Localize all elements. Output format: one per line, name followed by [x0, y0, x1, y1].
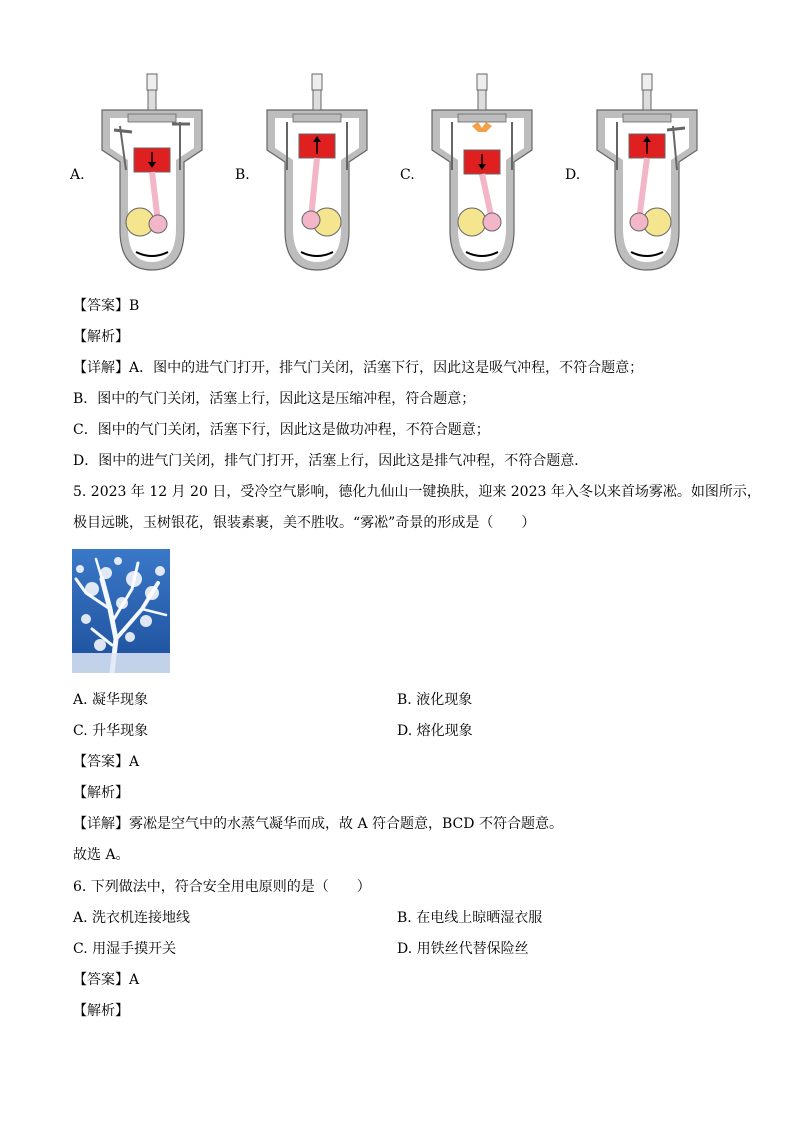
- engine-option-b[interactable]: [235, 70, 400, 280]
- q5-option-d[interactable]: D. 熔化现象: [397, 723, 473, 739]
- q6-stem: 6. 下列做法中，符合安全用电原则的是（ ）: [73, 879, 371, 895]
- engine-diagram-row: [70, 70, 730, 280]
- q6-analysis-heading: 【解析】: [73, 1003, 129, 1019]
- q6-option-a[interactable]: A. 洗衣机连接地线: [73, 910, 191, 926]
- q5-stem-line2: 极目远眺，玉树银花，银装素裹，美不胜收。“雾凇”奇景的形成是（ ）: [73, 515, 536, 531]
- engine-b-illustration: [257, 70, 377, 278]
- engine-option-d[interactable]: [565, 70, 730, 280]
- q5-stem-line1: 5. 2023 年 12 月 20 日，受冷空气影响，德化九仙山一键换肤，迎来 2023 年入冬以来首场雾凇。如图所示，: [73, 484, 761, 500]
- q5-answer: 【答案】A: [73, 754, 140, 770]
- q5-conclusion: 故选 A。: [73, 847, 130, 863]
- engine-c-illustration: [422, 70, 542, 278]
- engine-label-d: D.: [565, 167, 581, 183]
- q4-detail-a: 【详解】A．图中的进气门打开，排气门关闭，活塞下行，因此这是吸气冲程，不符合题意；: [73, 360, 644, 376]
- q6-option-c[interactable]: C. 用湿手摸开关: [73, 941, 177, 957]
- q4-detail-c: C．图中的气门关闭，活塞下行，因此这是做功冲程，不符合题意；: [73, 422, 490, 438]
- engine-label-b: B.: [235, 167, 250, 183]
- q6-option-d[interactable]: D. 用铁丝代替保险丝: [397, 941, 529, 957]
- q5-option-b[interactable]: B. 液化现象: [397, 692, 473, 708]
- engine-d-illustration: [587, 70, 707, 278]
- engine-a-illustration: [92, 70, 212, 278]
- q4-answer: 【答案】B: [73, 298, 140, 314]
- engine-label-c: C.: [400, 167, 415, 183]
- q4-detail-b: B．图中的气门关闭，活塞上行，因此这是压缩冲程，符合题意；: [73, 391, 476, 407]
- q4-detail-d: D．图中的进气门关闭，排气门打开，活塞上行，因此这是排气冲程，不符合题意．: [73, 453, 589, 469]
- q5-detail: 【详解】雾凇是空气中的水蒸气凝华而成，故 A 符合题意，BCD 不符合题意。: [73, 816, 563, 832]
- q6-answer: 【答案】A: [73, 972, 140, 988]
- engine-label-a: A.: [70, 167, 85, 183]
- q5-option-c[interactable]: C. 升华现象: [73, 723, 149, 739]
- q5-option-a[interactable]: A. 凝华现象: [73, 692, 149, 708]
- q4-analysis-heading: 【解析】: [73, 329, 129, 345]
- engine-option-a[interactable]: [70, 70, 235, 280]
- rime-frost-photo: [72, 549, 170, 673]
- q6-option-b[interactable]: B. 在电线上晾晒湿衣服: [397, 910, 543, 926]
- engine-option-c[interactable]: [400, 70, 565, 280]
- q5-analysis-heading: 【解析】: [73, 785, 129, 801]
